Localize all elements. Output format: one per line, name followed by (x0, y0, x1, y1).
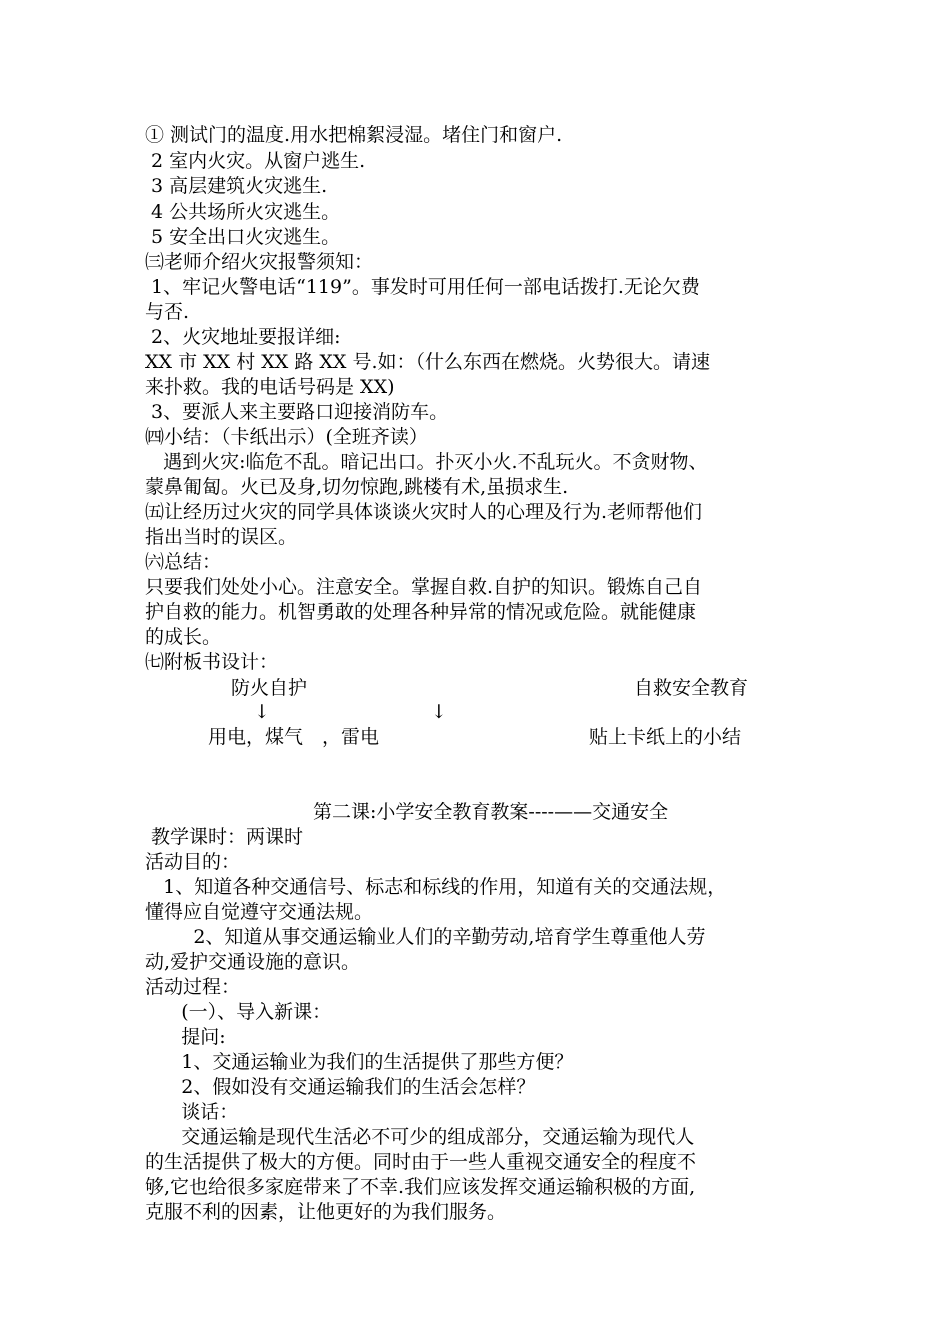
text-line: 蒙鼻匍匐。火已及身,切勿惊跑,跳楼有术,虽损求生. (145, 476, 569, 498)
board-right-title: 自救安全教育 (634, 677, 749, 699)
text-line: 谈话： (145, 1101, 239, 1123)
text-line: ① 测试门的温度.用水把棉絮浸湿。堵住门和窗户. (145, 124, 563, 146)
text-line: 1、知道各种交通信号、标志和标线的作用，知道有关的交通法规， (145, 876, 727, 898)
text-line: 3 高层建筑火灾逃生. (145, 175, 328, 197)
arrow-down-icon: ↓ (431, 701, 447, 723)
text-line: 4 公共场所火灾逃生。 (145, 201, 341, 223)
text-line: 教学课时：两课时 (145, 826, 304, 848)
section-heading: ㈦附板书设计： (145, 651, 279, 673)
section-heading: ㈣小结：（卡纸出示）(全班齐读） (145, 426, 428, 448)
text-line: 遇到火灾:临危不乱。暗记出口。扑灭小火.不乱玩火。不贪财物、 (145, 451, 708, 473)
text-line: 与否. (145, 301, 190, 323)
text-line: 提问: (145, 1026, 226, 1048)
text-line: 的生活提供了极大的方便。同时由于一些人重视交通安全的程度不 (145, 1151, 697, 1173)
text-line: 2 室内火灾。从窗户逃生. (145, 150, 366, 172)
text-line: 指出当时的误区。 (145, 526, 298, 548)
text-line: 够,它也给很多家庭带来了不幸.我们应该发挥交通运输积极的方面, (145, 1176, 696, 1198)
text-line: 活动过程： (145, 976, 241, 998)
text-line: 3、要派人来主要路口迎接消防车。 (145, 401, 449, 423)
text-line: 2、假如没有交通运输我们的生活会怎样？ (145, 1076, 536, 1098)
text-line: 只要我们处处小心。注意安全。掌握自救.自护的知识。锻炼自己自 (145, 576, 703, 598)
section-heading: ㈤让经历过火灾的同学具体谈谈火灾时人的心理及行为.老师帮他们 (145, 501, 703, 523)
lesson-title: 第二课:小学安全教育教案----——交通安全 (313, 801, 669, 823)
text-line: 5 安全出口火灾逃生。 (145, 226, 341, 248)
section-heading: ㈥总结： (145, 551, 222, 573)
arrow-down-icon: ↓ (254, 701, 270, 723)
text-line: XX 市 XX 村 XX 路 XX 号.如：（什么东西在燃烧。火势很大。请速 (145, 351, 711, 373)
text-line: 2、火灾地址要报详细: (145, 326, 341, 348)
board-right-items: 贴上卡纸上的小结 (589, 726, 742, 748)
text-line: (一）、导入新课： (145, 1001, 332, 1023)
text-line: 来扑救。我的电话号码是 XX) (145, 376, 395, 398)
text-line: 1、牢记火警电话“119”。事发时可用任何一部电话拨打.无论欠费 (145, 276, 700, 298)
text-line: 2、知道从事交通运输业人们的辛勤劳动,培育学生尊重他人劳 (145, 926, 706, 948)
text-line: 懂得应自觉遵守交通法规。 (145, 901, 374, 923)
text-line: 的成长。 (145, 626, 222, 648)
board-left-items: 用电，煤气 ，雷电 (208, 726, 380, 748)
text-line: 护自救的能力。机智勇敢的处理各种异常的情况或危险。就能健康 (145, 601, 697, 623)
section-heading: ㈢老师介绍火灾报警须知： (145, 251, 374, 273)
board-left-title: 防火自护 (231, 677, 308, 699)
text-line: 动,爱护交通设施的意识。 (145, 951, 361, 973)
text-line: 克服不利的因素，让他更好的为我们服务。 (145, 1201, 507, 1223)
text-line: 活动目的： (145, 851, 241, 873)
text-line: 1、交通运输业为我们的生活提供了那些方便？ (145, 1051, 574, 1073)
text-line: 交通运输是现代生活必不可少的组成部分，交通运输为现代人 (145, 1126, 695, 1148)
